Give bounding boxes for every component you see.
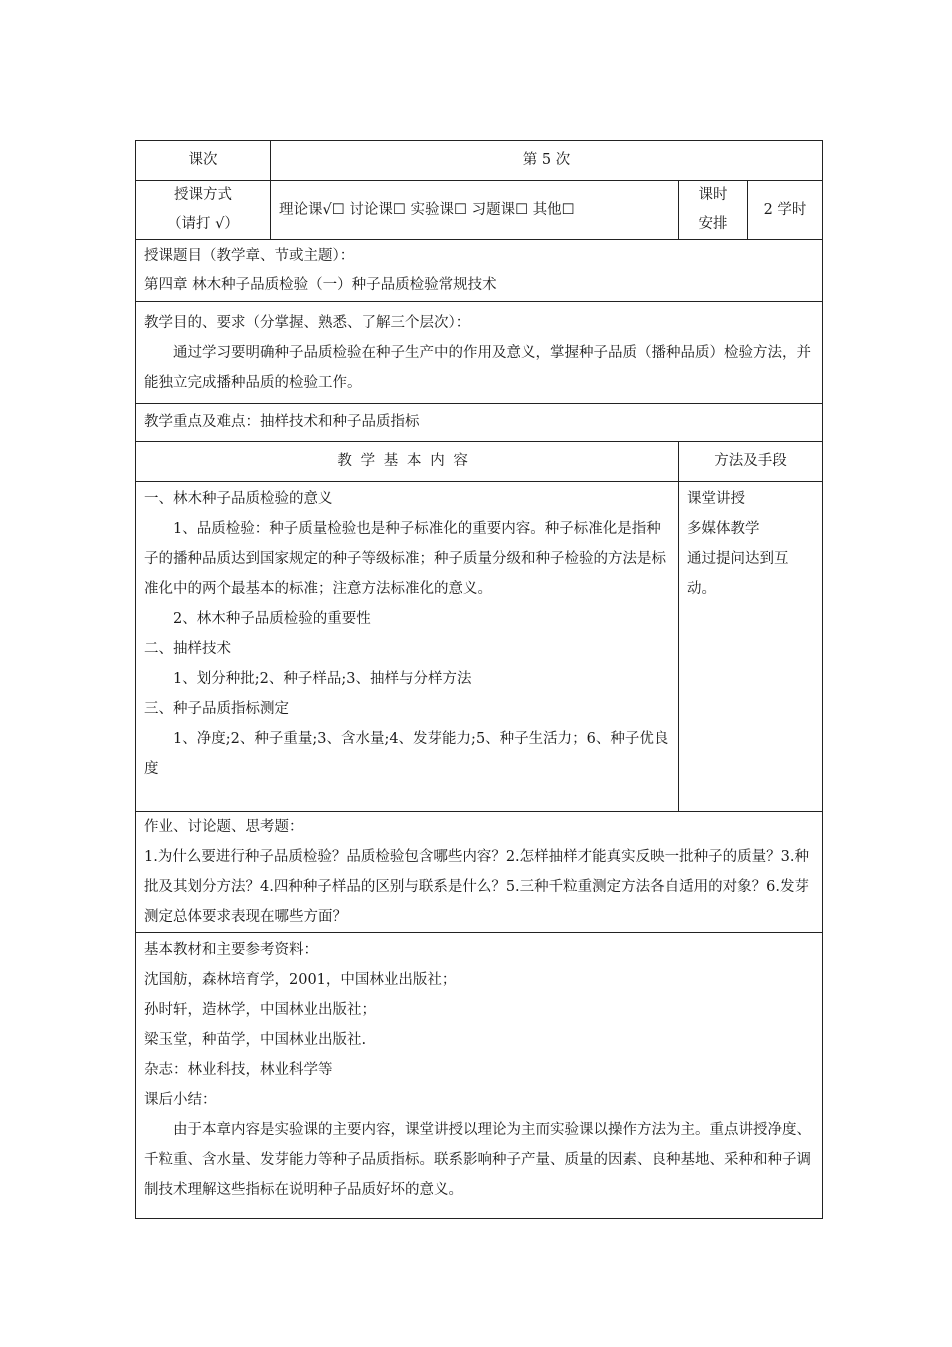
topic-row [136,240,823,302]
mode-label-cell [136,181,271,240]
summary-label: 课后小结： [144,1092,217,1108]
topic-cell [136,240,823,302]
content-item-sampling: 1、划分种批;2、种子样品;3、抽样与分样方法 [173,671,472,687]
lesson-value: 第 5 次 [271,141,823,181]
lesson-row [136,141,823,181]
hours-value: 2 学时 [748,181,823,240]
method-lecture: 课堂讲授 [687,491,745,507]
content-section-1-title: 一、林木种子品质检验的意义 [144,491,333,507]
mode-row [136,181,823,240]
topic-value: 第四章 林木种子品质检验（一）种子品质检验常规技术 [144,276,497,293]
method-multimedia: 多媒体教学 [687,521,760,537]
reference-item: 梁玉堂，种苗学，中国林业出版社. [144,1032,367,1048]
focus-text: 教学重点及难点：抽样技术和种子品质指标 [136,404,823,442]
reference-item: 孙时轩，造林学，中国林业出版社； [144,1002,376,1018]
references-label: 基本教材和主要参考资料： [144,942,318,958]
homework-text: 1.为什么要进行种子品质检验？品质检验包含哪些内容？2.怎样抽样才能真实反映一批种子的质量？3.种批及其划分方法？4.四种种子样品的区别与联系是什么？5.三种千粒重测定方法各自适用的对象？6.发芽测定总体要求表现在哪些方面？ [144,849,809,925]
content-section-3-title: 三、种子品质指标测定 [144,701,289,717]
lesson-plan-table [135,140,823,1219]
content-header-right: 方法及手段 [679,442,823,482]
content-item-quality-inspection: 1、品质检验：种子质量检验也是种子标准化的重要内容。种子标准化是指种子的播种品质达到国家规定的种子等级标准；种子质量分级和种子检验的方法是标准化中的两个最基本的标准；注意方法标准化的意义。 [144,521,666,597]
focus-row [136,404,823,442]
objectives-text: 通过学习要明确种子品质检验在种子生产中的作用及意义，掌握种子品质（播种品质）检验方法，并能独立完成播种品质的检验工作。 [144,344,811,391]
method-interaction: 通过提问达到互动。 [687,551,789,597]
content-header-row [136,442,823,482]
mode-label-line-1: 授课方式 [174,187,232,203]
lesson-label: 课次 [136,141,271,181]
reference-item: 杂志：林业科技，林业科学等 [144,1062,333,1078]
objectives-cell [136,302,823,404]
mode-label-line-2: （请打 √） [167,216,239,232]
references-row [136,933,823,1219]
objectives-label: 教学目的、要求（分掌握、熟悉、了解三个层次）： [144,314,471,331]
content-header-left: 教学基本内容 [136,442,679,482]
homework-row [136,812,823,933]
reference-item: 沈国舫，森林培育学，2001，中国林业出版社； [144,972,457,988]
objectives-row [136,302,823,404]
homework-label: 作业、讨论题、思考题： [144,819,304,835]
topic-label: 授课题目（教学章、节或主题）： [144,247,355,264]
methods-cell [679,482,823,812]
homework-cell [136,812,823,933]
content-row [136,482,823,812]
mode-options: 理论课√☐ 讨论课☐ 实验课☐ 习题课☐ 其他☐ [271,181,679,240]
summary-text: 由于本章内容是实验课的主要内容，课堂讲授以理论为主而实验课以操作方法为主。重点讲授净度、千粒重、含水量、发芽能力等种子品质指标。联系影响种子产量、质量的因素、良种基地、采种和种子调制技术理解这些指标在说明种子品质好坏的意义。 [144,1122,811,1198]
content-body [136,482,679,812]
references-cell [136,933,823,1219]
content-section-2-title: 二、抽样技术 [144,641,231,657]
content-item-importance: 2、林木种子品质检验的重要性 [173,611,371,627]
hours-label-cell [679,181,748,240]
content-item-indicators: 1、净度;2、种子重量;3、含水量;4、发芽能力;5、种子生活力；6、种子优良度 [144,731,669,777]
hours-label-line-2: 安排 [698,216,728,232]
hours-label-line-1: 课时 [698,187,728,203]
